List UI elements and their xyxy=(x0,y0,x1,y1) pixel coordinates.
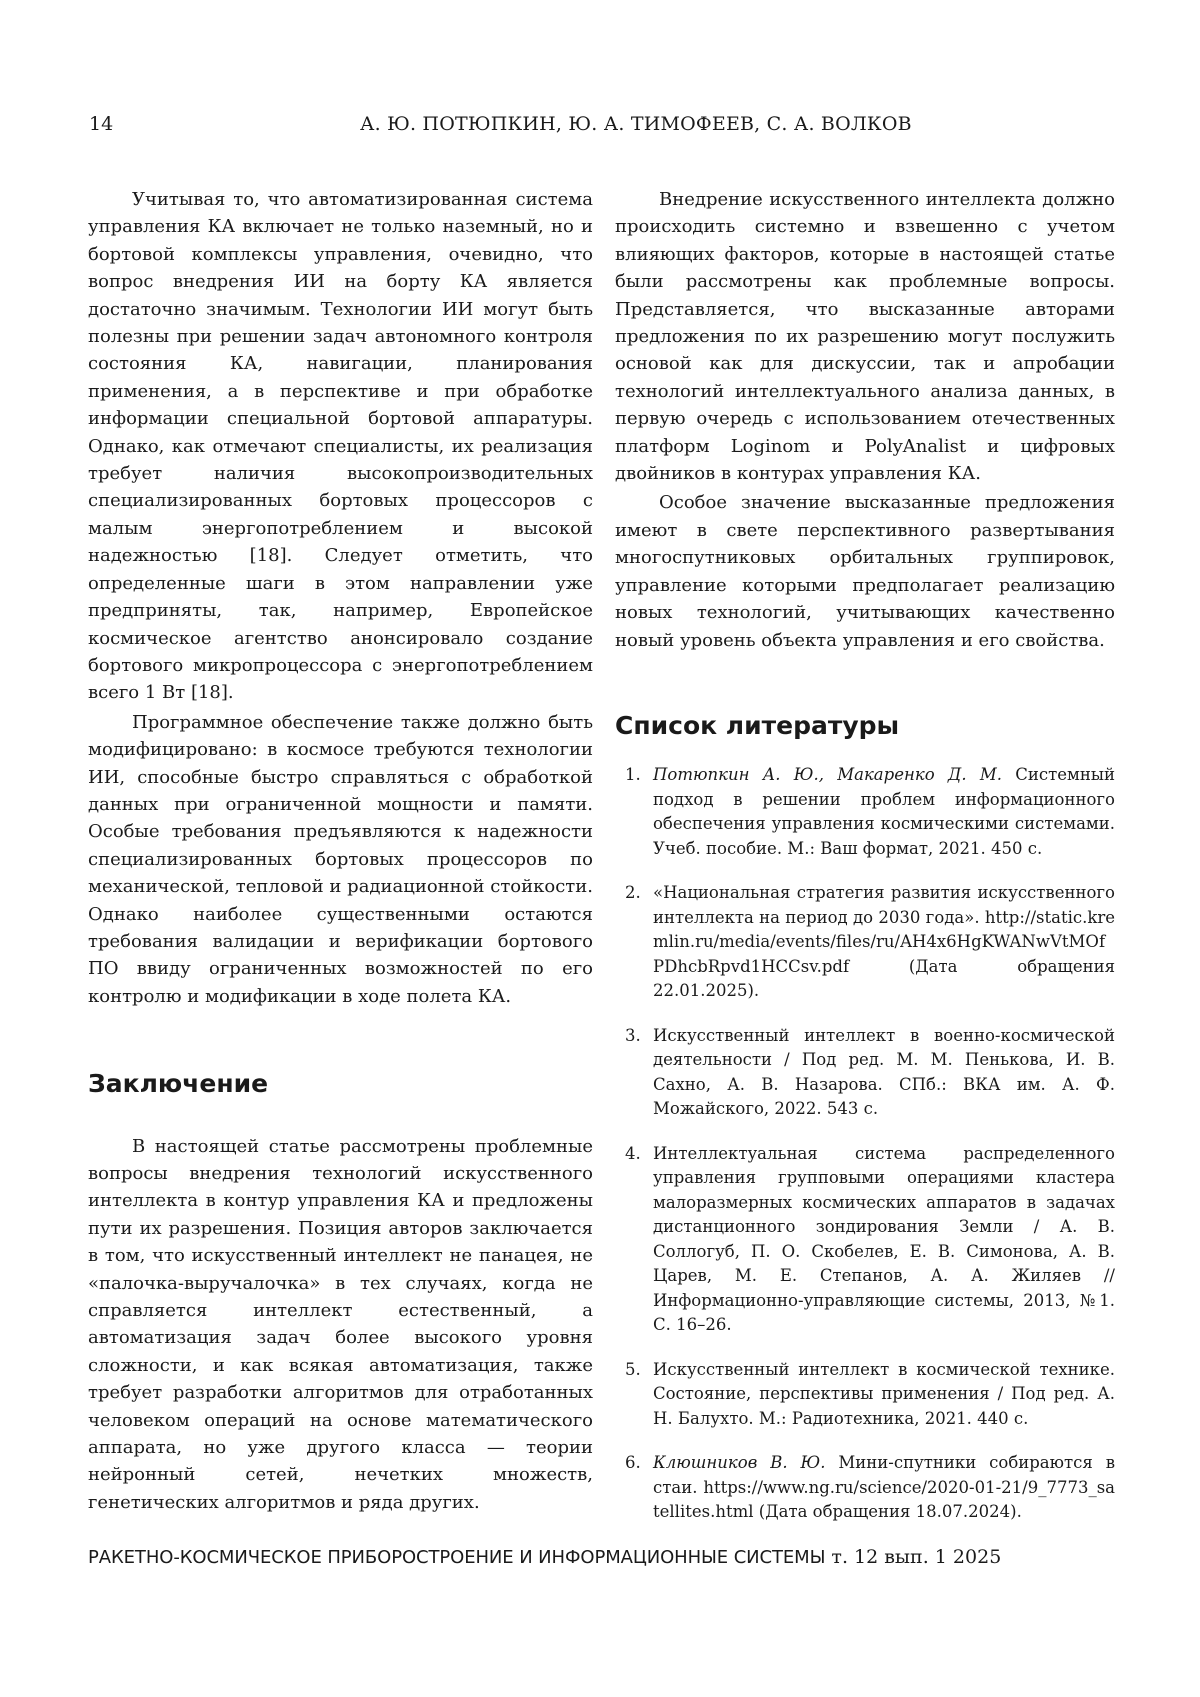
reference-text: Искусственный интеллект в космической технике. Состояние, перспективы применения / Под ред. А. Н. Балухто. М.: Радиотехника, 2021. 440 с. xyxy=(653,1359,1115,1428)
reference-access-date: (Дата обращения 18.07.2024). xyxy=(753,1502,1022,1522)
body-paragraph: Учитывая то, что автоматизированная система управления КА включает не только наземный, но и бортовой комплексы управления, очевидно, что вопрос внедрения ИИ на борту КА является достаточно значимым. Технологии ИИ могут быть полезны при решении задач автономного контроля состояния КА, навигации, планирования применения, а в перспективе и при обработке информации специальной бортовой аппаратуры. Однако, как отмечают специалисты, их реализация требует наличия высокопроизводительных специализированных бортовых процессоров с малым энергопотреблением и высокой надежностью [18]. Следует отметить, что определенные шаги в этом направлении уже предприняты, так, например, Европейское космическое агентство анонсировало создание бортового микропроцессора с энергопотреблением всего 1 Вт [18]. xyxy=(88,189,593,704)
running-head-authors: А. Ю. ПОТЮПКИН, Ю. А. ТИМОФЕЕВ, С. А. ВОЛКОВ xyxy=(360,113,912,135)
journal-issue: т. 12 вып. 1 2025 xyxy=(825,1546,1002,1568)
journal-title: РАКЕТНО-КОСМИЧЕСКОЕ ПРИБОРОСТРОЕНИЕ И ИНФОРМАЦИОННЫЕ СИСТЕМЫ xyxy=(88,1547,826,1568)
reference-number: 2. xyxy=(625,883,641,903)
body-paragraph: Программное обеспечение также должно быть модифицировано: в космосе требуются технологии ИИ, способные быстро справляться с обработкой данных при ограниченной мощности и памяти. Особые требования предъявляются к надежности специализированных бортовых процессоров по механической, тепловой и радиационной стойкости. Однако наиболее существенными остаются требования валидации и верификации бортового ПО ввиду ограниченных возможностей по его контролю и модификации в ходе полета КА. xyxy=(88,711,593,1007)
reference-item xyxy=(615,1024,1115,1122)
reference-text: Интеллектуальная система распределенного управления групповыми операциями кластера малоразмерных космических аппаратов в задачах дистанционного зондирования Земли / А. В. Соллогуб, П. О. Скобелев, Е. В. Симонова, А. В. Царев, М. Е. Степанов, А. А. Жиляев // Информационно-управляющие системы, 2013, №1. С. 16–26. xyxy=(653,1143,1115,1335)
conclusion-paragraph: В настоящей статье рассмотрены проблемные вопросы внедрения технологий искусственного интеллекта в контур управления КА и предложены пути их разрешения. Позиция авторов заключается в том, что искусственный интеллект не панацея, не «палочка-выручалочка» в тех случаях, когда не справляется интеллект естественный, а автоматизация задач более высокого уровня сложности, и как всякая автоматизация, также требует разработки алгоритмов для отработанных человеком операций на основе математического аппарата, но уже другого класса — теории нейронный сетей, нечетких множеств, генетических алгоритмов и ряда других. xyxy=(88,1135,593,1513)
reference-number: 4. xyxy=(625,1143,641,1163)
body-paragraph: Особое значение высказанные предложения имеют в свете перспективного развертывания многоспутниковых орбитальных группировок, управление которыми предполагает реализацию новых технологий, учитывающих качественно новый уровень объекта управления и его свойства. xyxy=(615,492,1115,651)
reference-item xyxy=(615,1358,1115,1432)
reference-text: Мини-спутники собираются в стаи. xyxy=(653,1453,1115,1497)
body-paragraph: Внедрение искусственного интеллекта должно происходить системно и взвешенно с учетом влияющих факторов, которые в настоящей статье были рассмотрены как проблемные вопросы. Представляется, что высказанные авторами предложения по их разрешению могут послужить основой как для дискуссии, так и апробации технологий интеллектуального анализа данных, в первую очередь с использованием отечественных платформ Loginom и PolyAnalist и цифровых двойников в контурах управления КА. xyxy=(615,189,1115,485)
page-number: 14 xyxy=(89,113,114,135)
left-column xyxy=(88,186,593,1516)
reference-url-link[interactable]: http://static.kremlin.ru/media/events/files/ru/AH4x6HgKWANwVtMOfPDhcbRpvd1HCCsv.pdf xyxy=(653,907,1115,976)
reference-text: Искусственный интеллект в военно-космической деятельности / Под ред. М. М. Пенькова, И. В. Сахно, А. В. Назарова. СПб.: ВКА им. А. Ф. Можайского, 2022. 543 с. xyxy=(653,1025,1115,1119)
reference-number: 6. xyxy=(625,1453,641,1473)
right-column xyxy=(615,186,1115,1545)
reference-number: 3. xyxy=(625,1025,641,1045)
reference-item xyxy=(615,1142,1115,1338)
journal-footer xyxy=(88,1546,1001,1568)
reference-access-date: (Дата обращения 22.01.2025). xyxy=(653,956,1115,1001)
section-heading-references: Список литературы xyxy=(615,710,900,740)
reference-item xyxy=(615,881,1115,1004)
reference-item xyxy=(615,1451,1115,1525)
reference-number: 1. xyxy=(625,765,641,785)
reference-number: 5. xyxy=(625,1359,641,1379)
reference-text: Системный подход в решении проблем информационного обеспечения управления космическими системами. Учеб. пособие. М.: Ваш формат, 2021. 450 с. xyxy=(653,765,1115,858)
reference-authors: Клюшников В. Ю. xyxy=(653,1453,826,1473)
reference-authors: Потюпкин А. Ю., Макаренко Д. М. xyxy=(653,765,1002,785)
reference-list xyxy=(615,763,1115,1525)
reference-item xyxy=(615,763,1115,861)
reference-text: «Национальная стратегия развития искусственного интеллекта на период до 2030 года». xyxy=(653,883,1115,927)
reference-url-link[interactable]: https://www.ng.ru/science/2020-01-21/9_7773_satellites.html xyxy=(653,1477,1115,1522)
section-heading-conclusion: Заключение xyxy=(88,1069,269,1099)
